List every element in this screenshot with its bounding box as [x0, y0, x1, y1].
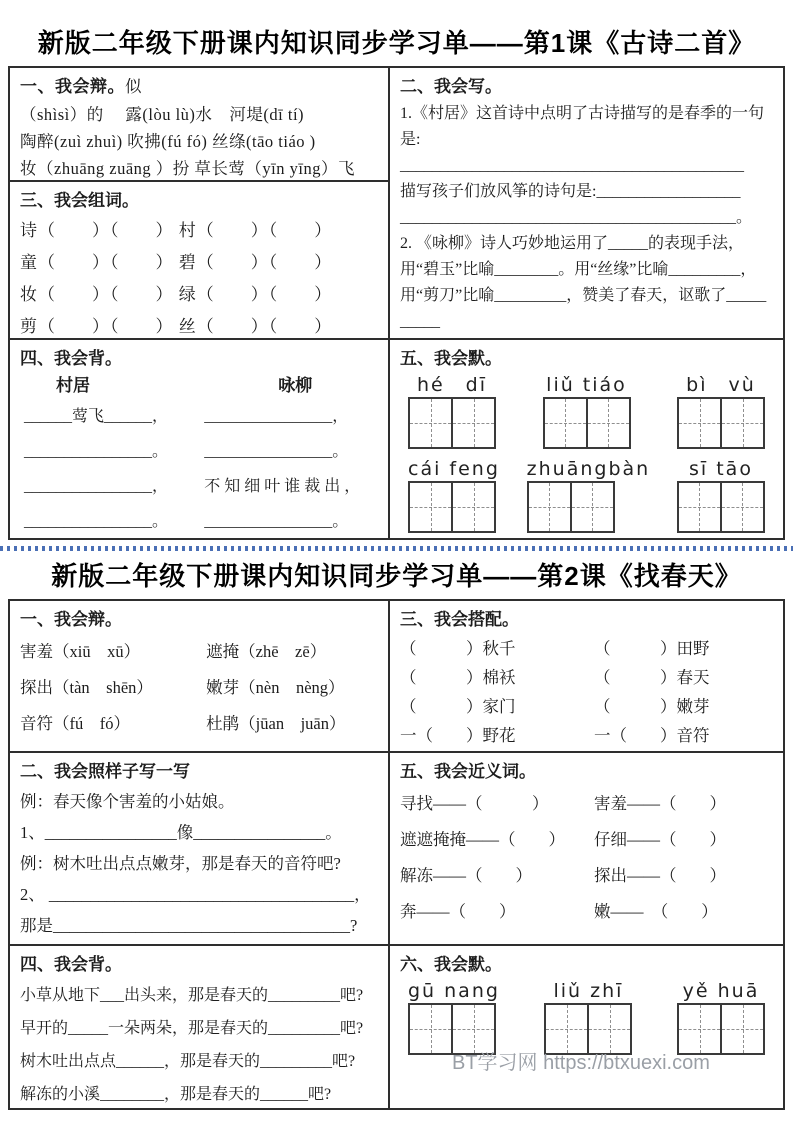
- pinyin-choice-item: 探出（tàn shēn）: [20, 678, 153, 697]
- poem-verse-line: 不 知 细 叶 谁 裁 出 ，: [204, 478, 361, 495]
- answer-blank-line: ___________________________________________: [400, 157, 744, 174]
- writing-grid-cell: [720, 481, 765, 533]
- pinyin-choice-line: 妆（zhuāng zuāng ）扮 草长莺（yīn yīng）飞: [20, 159, 355, 178]
- section-heading: 五、我会默。: [400, 349, 502, 368]
- writing-grid-cell: [408, 1003, 453, 1055]
- writing-grid-cell: [677, 397, 722, 449]
- question-text: 1.《村居》这首诗中点明了古诗描写的是春季的一句是:: [400, 105, 765, 148]
- poem-blank-line: ________________。: [204, 513, 349, 530]
- dictation-word: [543, 373, 631, 449]
- pinyin-label: zhuāngbàn: [526, 458, 651, 480]
- writing-grid-cell: [586, 397, 631, 449]
- dictation-word: [527, 457, 651, 533]
- dictation-word: [408, 373, 496, 449]
- section-heading: 四、我会背。: [20, 955, 122, 974]
- section-matching: [390, 601, 783, 751]
- question-text: 2. 《咏柳》诗人巧妙地运用了_____的表现手法，用“碧玉”比喻________。用“丝缘”比喻_________，用“剪刀”比喻_________，赞美了春天，讴歌了__________: [400, 235, 767, 330]
- recite-blank-line: 解冻的小溪________，那是春天的______吧?: [20, 1086, 332, 1103]
- poem-title-yongliu: 咏柳: [278, 376, 313, 395]
- recite-blank-line: 小草从地下___出头来，那是春天的_________吧?: [20, 987, 364, 1004]
- pinyin-choice-item: 遮掩（zhē zē）: [206, 642, 327, 661]
- poem-blank-line: ________________。: [24, 513, 169, 530]
- section-write-like-example: [10, 751, 388, 944]
- worksheet1-table: [8, 66, 785, 540]
- writing-grid-cell: [570, 481, 615, 533]
- writing-grid-cell: [527, 481, 572, 533]
- matching-item: （ ）田野: [593, 639, 710, 658]
- recite-blank-line: 树木吐出点点______，那是春天的_________吧?: [20, 1053, 356, 1070]
- writing-grid-cell: [720, 1003, 765, 1055]
- worksheet1-right-column: [390, 68, 783, 538]
- writing-grid-cell: [408, 397, 453, 449]
- section-dictation-2: [390, 944, 783, 1108]
- word-building-row: 剪（ ）（ ） 丝（ ）（ ）: [20, 317, 333, 336]
- example-sentence: 例：春天像个害羞的小姑娘。: [20, 792, 235, 811]
- synonym-item: 遮遮掩掩——（ ）: [400, 830, 565, 849]
- section-recite-1: [10, 338, 388, 538]
- matching-item: （ ）棉袄: [400, 668, 516, 687]
- pinyin-label: yě huā: [682, 980, 760, 1002]
- matching-item: （ ）秋千: [400, 639, 516, 658]
- synonym-item: 探出——（ ）: [593, 866, 726, 885]
- matching-item: （ ）家门: [400, 697, 516, 716]
- section-write: [390, 68, 783, 338]
- worksheet2-left-column: [10, 601, 390, 1108]
- section-distinguish-2: [10, 601, 388, 751]
- word-building-row: 诗（ ）（ ） 村（ ）（ ）: [20, 221, 333, 240]
- synonym-item: 嫩—— （ ）: [593, 902, 718, 921]
- pinyin-choice-line: （shìsì）的 露(lòu lù)水 河堤(dī tí): [20, 105, 305, 124]
- section-heading: 四、我会背。: [20, 349, 122, 368]
- page-divider-dotted-line: [0, 546, 793, 551]
- pinyin-label: liǔ tiáo: [546, 374, 627, 396]
- writing-grid-cell: [720, 397, 765, 449]
- section-heading: 一、我会辩。: [20, 77, 125, 96]
- synonym-item: 奔——（ ）: [400, 902, 516, 921]
- section-recite-2: [10, 944, 388, 1108]
- worksheet1-left-column: [10, 68, 390, 538]
- pinyin-label: bì vù: [686, 374, 756, 396]
- pinyin-label: hé dī: [416, 374, 488, 396]
- pinyin-choice-item: 音符（fú fó）: [20, 714, 130, 733]
- pinyin-label: sī tāo: [689, 458, 753, 480]
- word-building-row: 童（ ）（ ） 碧（ ）（ ）: [20, 253, 333, 272]
- answer-blank-line: 2、 _____________________________________，: [20, 885, 371, 904]
- pinyin-choice-line: 陶醉(zuì zhuì) 吹拂(fú fó) 丝绦(tāo tiáo ): [20, 132, 316, 151]
- section-heading: 二、我会写。: [400, 77, 502, 96]
- poem-blank-line: ________________。: [204, 443, 349, 460]
- dictation-word: [408, 979, 500, 1055]
- writing-grid-cell: [451, 397, 496, 449]
- section-heading: 五、我会近义词。: [400, 762, 536, 781]
- word-item: 似: [125, 77, 142, 96]
- worksheet2-title: 新版二年级下册课内知识同步学习单——第2课《找春天》: [51, 561, 742, 591]
- writing-grid-cell: [451, 481, 496, 533]
- pinyin-choice-item: 害羞（xiū xū）: [20, 642, 141, 661]
- poem-blank-line: ______莺飞______，: [24, 408, 169, 425]
- question-text: 描写孩子们放风筝的诗句是:__________________: [400, 183, 741, 200]
- matching-item: （ ）春天: [593, 668, 710, 687]
- answer-blank-line: 那是____________________________________?: [20, 916, 358, 935]
- writing-grid-cell: [677, 481, 722, 533]
- matching-item: （ ）嫩芽: [593, 697, 710, 716]
- synonym-item: 仔细——（ ）: [593, 830, 726, 849]
- pinyin-choice-item: 杜鹃（jūan juān）: [206, 714, 346, 733]
- pinyin-label: gū nang: [408, 980, 500, 1002]
- worksheet2-right-column: [390, 601, 783, 1108]
- dictation-word: [408, 457, 500, 533]
- answer-blank-line: __________________________________________。: [400, 209, 753, 226]
- section-word-building: [10, 180, 388, 338]
- worksheet1-title: 新版二年级下册课内知识同步学习单——第1课《古诗二首》: [37, 28, 756, 58]
- synonym-item: 害羞——（ ）: [593, 794, 726, 813]
- worksheet2-table: [8, 599, 785, 1110]
- section-heading: 一、我会辩。: [20, 610, 122, 629]
- synonym-item: 解冻——（ ）: [400, 866, 532, 885]
- example-sentence: 例：树木吐出点点嫩芽，那是春天的音符吧?: [20, 854, 341, 873]
- poem-blank-line: ________________。: [24, 443, 169, 460]
- pinyin-choice-item: 嫩芽（nèn nèng）: [206, 678, 345, 697]
- word-building-row: 妆（ ）（ ） 绿（ ）（ ）: [20, 285, 333, 304]
- writing-grid-cell: [543, 397, 588, 449]
- section-heading: 二、我会照样子写一写: [20, 762, 190, 781]
- dictation-word: [677, 979, 765, 1055]
- dictation-word: [677, 373, 765, 449]
- writing-grid-cell: [408, 481, 453, 533]
- pinyin-label: cái feng: [408, 458, 500, 480]
- section-dictation-1: [390, 338, 783, 538]
- matching-item: 一（ ）音符: [593, 726, 710, 745]
- section-heading: 三、我会搭配。: [400, 610, 519, 629]
- poem-title-cunju: 村居: [56, 376, 90, 395]
- poem-blank-line: ________________，: [24, 478, 169, 495]
- site-watermark: BT学习网 https://btxuexi.com: [452, 1052, 710, 1074]
- synonym-item: 寻找——（ ）: [400, 794, 549, 813]
- dictation-word: [677, 457, 765, 533]
- dictation-word: [544, 979, 632, 1055]
- poem-blank-line: ________________，: [204, 408, 349, 425]
- section-heading: 六、我会默。: [400, 955, 502, 974]
- section-synonyms: [390, 751, 783, 944]
- section-distinguish-1: [10, 68, 388, 180]
- matching-item: 一（ ）野花: [400, 726, 516, 745]
- section-heading: 三、我会组词。: [20, 191, 139, 210]
- pinyin-label: liǔ zhī: [553, 980, 624, 1002]
- recite-blank-line: 早开的_____一朵两朵，那是春天的_________吧?: [20, 1020, 364, 1037]
- answer-blank-line: 1、________________像________________。: [20, 823, 342, 842]
